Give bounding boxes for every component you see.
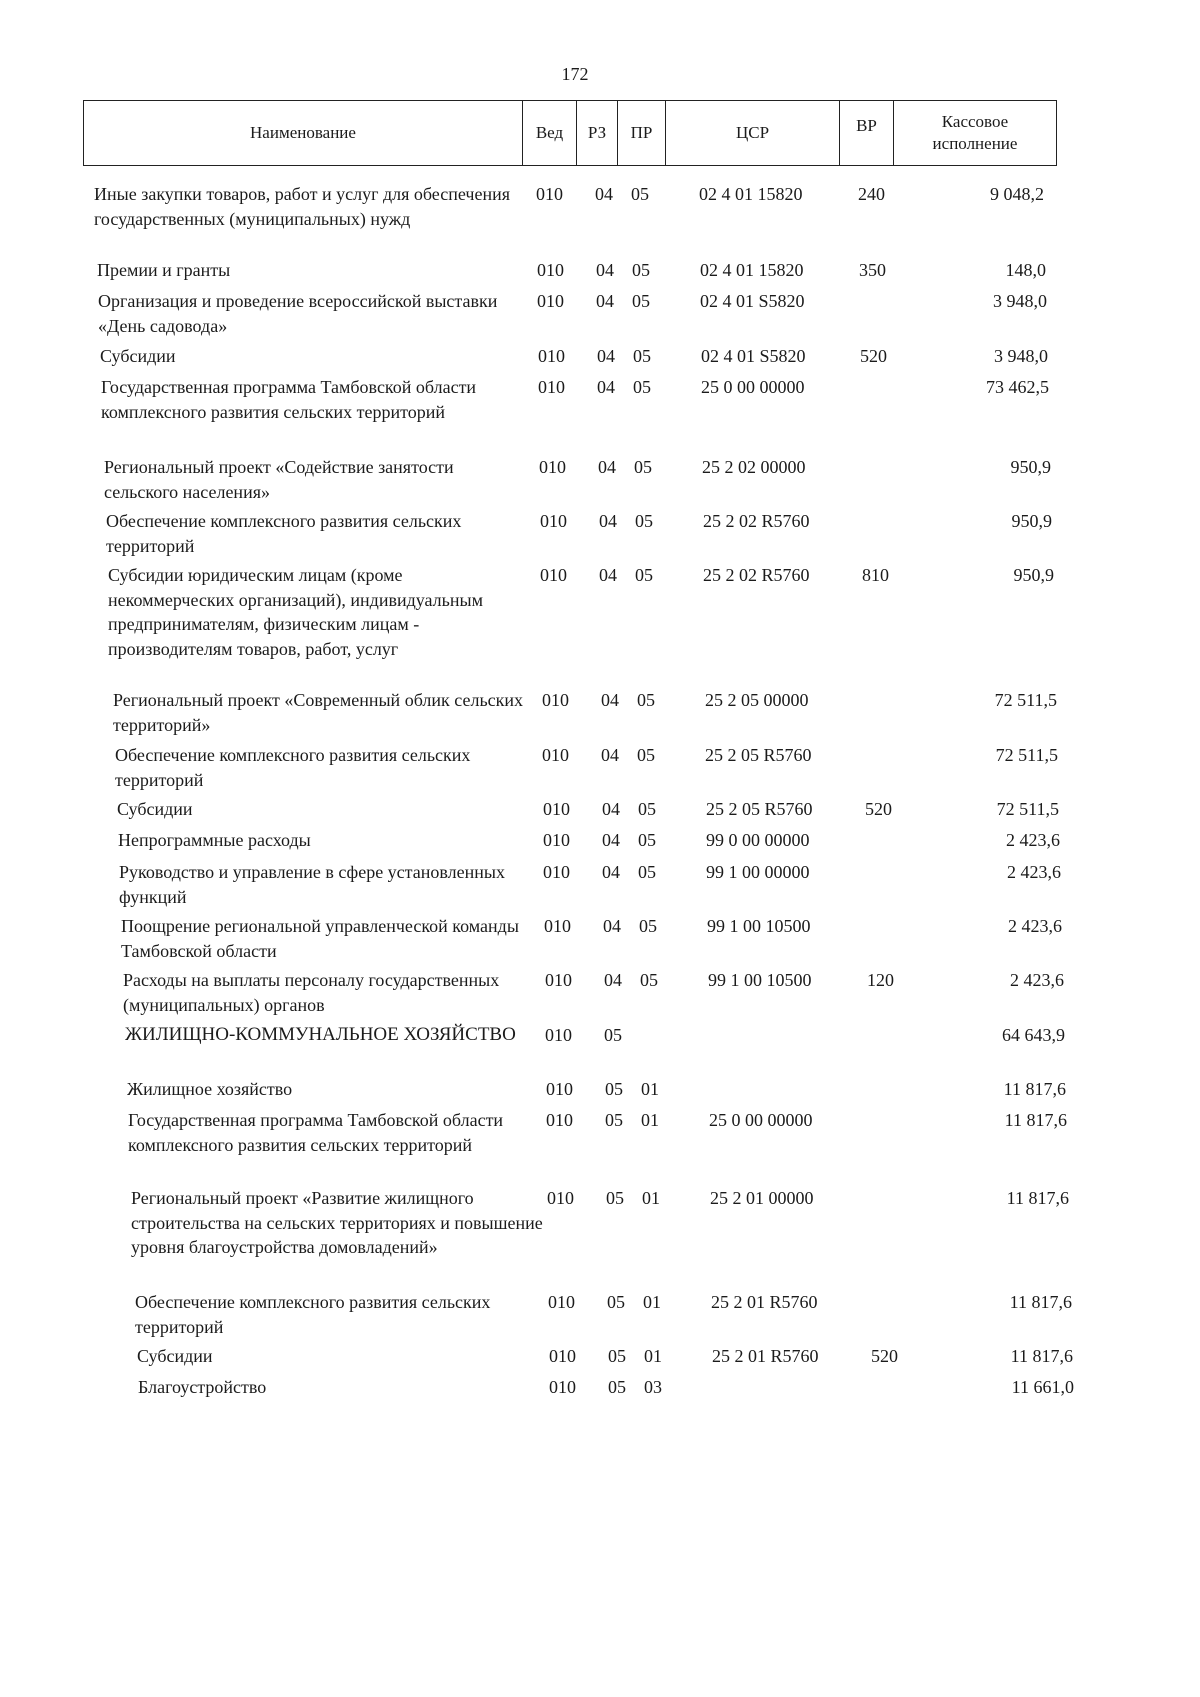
cell-pr: 05: [634, 457, 652, 477]
cell-name: Субсидии: [117, 799, 193, 819]
cell-ved: 010: [545, 1025, 572, 1045]
table-header: [83, 100, 1057, 166]
header-ved: Вед: [523, 101, 577, 165]
cell-pr: 05: [638, 862, 656, 882]
cell-csr: 25 2 01 R5760: [711, 1292, 818, 1312]
cell-ved: 010: [545, 970, 572, 990]
cell-pr: 05: [640, 970, 658, 990]
cell-amount: 9 048,2: [990, 184, 1044, 204]
cell-csr: 99 1 00 10500: [708, 970, 812, 990]
cell-rz: 04: [602, 830, 620, 850]
cell-rz: 04: [597, 377, 615, 397]
cell-ved: 010: [542, 745, 569, 765]
cell-rz: 05: [607, 1292, 625, 1312]
cell-amount: 2 423,6: [1008, 916, 1062, 936]
cell-csr: 25 2 05 00000: [705, 690, 809, 710]
cell-rz: 04: [604, 970, 622, 990]
header-amount: Кассовое исполнение: [932, 112, 1018, 153]
cell-name: Жилищное хозяйство: [127, 1079, 293, 1099]
cell-name: Благоустройство: [138, 1377, 267, 1397]
cell-pr: 01: [641, 1110, 659, 1130]
cell-ved: 010: [536, 184, 563, 204]
cell-pr: 05: [635, 565, 653, 585]
cell-amount: 11 817,6: [1004, 1110, 1067, 1130]
cell-name: Организация и проведение всероссийской выставки «День садовода»: [98, 291, 498, 336]
cell-ved: 010: [540, 565, 567, 585]
cell-rz: 04: [599, 511, 617, 531]
cell-csr: 25 2 02 00000: [702, 457, 806, 477]
cell-pr: 05: [635, 511, 653, 531]
cell-pr: 01: [642, 1188, 660, 1208]
cell-pr: 05: [632, 291, 650, 311]
cell-rz: 05: [608, 1377, 626, 1397]
cell-rz: 04: [602, 862, 620, 882]
cell-amount: 72 511,5: [995, 745, 1058, 765]
cell-amount: 11 661,0: [1011, 1377, 1074, 1397]
cell-rz: 05: [604, 1025, 622, 1045]
cell-amount: 2 423,6: [1006, 830, 1060, 850]
cell-vr: 350: [859, 260, 886, 280]
cell-name: ЖИЛИЩНО-КОММУНАЛЬНОЕ ХОЗЯЙСТВО: [125, 1024, 516, 1045]
header-name: Наименование: [84, 101, 523, 165]
cell-rz: 04: [598, 457, 616, 477]
cell-vr: 520: [865, 799, 892, 819]
cell-name: Руководство и управление в сфере установленных функций: [119, 862, 505, 907]
cell-ved: 010: [543, 862, 570, 882]
cell-ved: 010: [537, 291, 564, 311]
cell-rz: 04: [602, 799, 620, 819]
cell-name: Иные закупки товаров, работ и услуг для обеспечения государственных (муниципальных) нужд: [94, 184, 510, 229]
cell-name: Обеспечение комплексного развития сельских территорий: [135, 1292, 491, 1337]
cell-name: Премии и гранты: [97, 260, 231, 280]
cell-pr: 05: [633, 346, 651, 366]
cell-name: Региональный проект «Развитие жилищного строительства на сельских территориях и повышение уровня благоустройства домовладений»: [131, 1188, 543, 1257]
cell-rz: 04: [603, 916, 621, 936]
cell-vr: 520: [871, 1346, 898, 1366]
cell-csr: 25 2 01 R5760: [712, 1346, 819, 1366]
header-csr: ЦСР: [666, 101, 840, 165]
page-number: 172: [561, 64, 589, 84]
cell-csr: 25 0 00 00000: [709, 1110, 813, 1130]
cell-pr: 05: [639, 916, 657, 936]
cell-amount: 2 423,6: [1010, 970, 1064, 990]
cell-pr: 05: [631, 184, 649, 204]
cell-vr: 520: [860, 346, 887, 366]
cell-ved: 010: [548, 1292, 575, 1312]
cell-vr: 810: [862, 565, 889, 585]
cell-name: Субсидии: [137, 1346, 213, 1366]
cell-amount: 2 423,6: [1007, 862, 1061, 882]
cell-csr: 25 2 05 R5760: [706, 799, 813, 819]
cell-rz: 04: [596, 260, 614, 280]
cell-csr: 25 2 05 R5760: [705, 745, 812, 765]
cell-ved: 010: [549, 1377, 576, 1397]
cell-csr: 02 4 01 S5820: [701, 346, 806, 366]
cell-ved: 010: [549, 1346, 576, 1366]
cell-csr: 25 2 02 R5760: [703, 511, 810, 531]
cell-ved: 010: [547, 1188, 574, 1208]
cell-csr: 99 1 00 00000: [706, 862, 810, 882]
cell-amount: 11 817,6: [1003, 1079, 1066, 1099]
cell-csr: 02 4 01 S5820: [700, 291, 805, 311]
cell-name: Государственная программа Тамбовской области комплексного развития сельских территорий: [101, 377, 477, 422]
cell-pr: 05: [637, 690, 655, 710]
cell-amount: 72 511,5: [996, 799, 1059, 819]
cell-ved: 010: [537, 260, 564, 280]
cell-ved: 010: [540, 511, 567, 531]
cell-ved: 010: [542, 690, 569, 710]
cell-rz: 04: [599, 565, 617, 585]
cell-name: Субсидии юридическим лицам (кроме некоммерческих организаций), индивидуальным предпринимателям, физическим лицам - производителям товаров, работ, услуг: [108, 565, 483, 659]
cell-rz: 05: [608, 1346, 626, 1366]
cell-name: Государственная программа Тамбовской области комплексного развития сельских территорий: [128, 1110, 504, 1155]
cell-pr: 01: [641, 1079, 659, 1099]
cell-rz: 04: [601, 690, 619, 710]
cell-amount: 64 643,9: [1002, 1025, 1065, 1045]
cell-csr: 25 2 02 R5760: [703, 565, 810, 585]
cell-amount: 11 817,6: [1006, 1188, 1069, 1208]
cell-vr: 240: [858, 184, 885, 204]
cell-rz: 05: [605, 1110, 623, 1130]
cell-vr: 120: [867, 970, 894, 990]
header-vr: ВР: [840, 101, 894, 165]
cell-csr: 25 0 00 00000: [701, 377, 805, 397]
cell-pr: 05: [633, 377, 651, 397]
cell-rz: 04: [597, 346, 615, 366]
cell-ved: 010: [539, 457, 566, 477]
cell-amount: 950,9: [1011, 511, 1052, 531]
cell-name: Региональный проект «Современный облик сельских территорий»: [113, 690, 524, 735]
cell-csr: 02 4 01 15820: [700, 260, 804, 280]
cell-pr: 05: [632, 260, 650, 280]
cell-ved: 010: [538, 346, 565, 366]
cell-ved: 010: [544, 916, 571, 936]
cell-ved: 010: [546, 1110, 573, 1130]
cell-amount: 3 948,0: [994, 346, 1048, 366]
cell-pr: 01: [644, 1346, 662, 1366]
cell-ved: 010: [543, 799, 570, 819]
cell-pr: 05: [637, 745, 655, 765]
cell-csr: 25 2 01 00000: [710, 1188, 814, 1208]
cell-pr: 01: [643, 1292, 661, 1312]
cell-amount: 11 817,6: [1009, 1292, 1072, 1312]
cell-amount: 11 817,6: [1010, 1346, 1073, 1366]
cell-amount: 72 511,5: [994, 690, 1057, 710]
cell-name: Региональный проект «Содействие занятости сельского населения»: [104, 457, 454, 502]
cell-rz: 04: [601, 745, 619, 765]
cell-amount: 148,0: [1005, 260, 1046, 280]
cell-name: Обеспечение комплексного развития сельских территорий: [106, 511, 462, 556]
header-pr: ПР: [618, 101, 666, 165]
cell-ved: 010: [538, 377, 565, 397]
cell-csr: 02 4 01 15820: [699, 184, 803, 204]
cell-name: Обеспечение комплексного развития сельских территорий: [115, 745, 471, 790]
cell-rz: 04: [595, 184, 613, 204]
cell-name: Поощрение региональной управленческой команды Тамбовской области: [121, 916, 519, 961]
cell-name: Субсидии: [100, 346, 176, 366]
cell-pr: 05: [638, 830, 656, 850]
cell-name: Непрограммные расходы: [118, 830, 311, 850]
cell-ved: 010: [546, 1079, 573, 1099]
header-rz: РЗ: [577, 101, 618, 165]
cell-pr: 03: [644, 1377, 662, 1397]
cell-rz: 05: [605, 1079, 623, 1099]
cell-amount: 950,9: [1010, 457, 1051, 477]
cell-rz: 04: [596, 291, 614, 311]
cell-rz: 05: [606, 1188, 624, 1208]
cell-amount: 950,9: [1013, 565, 1054, 585]
cell-pr: 05: [638, 799, 656, 819]
cell-csr: 99 1 00 10500: [707, 916, 811, 936]
cell-amount: 3 948,0: [993, 291, 1047, 311]
cell-ved: 010: [543, 830, 570, 850]
cell-name: Расходы на выплаты персоналу государственных (муниципальных) органов: [123, 970, 500, 1015]
cell-csr: 99 0 00 00000: [706, 830, 810, 850]
cell-amount: 73 462,5: [986, 377, 1049, 397]
